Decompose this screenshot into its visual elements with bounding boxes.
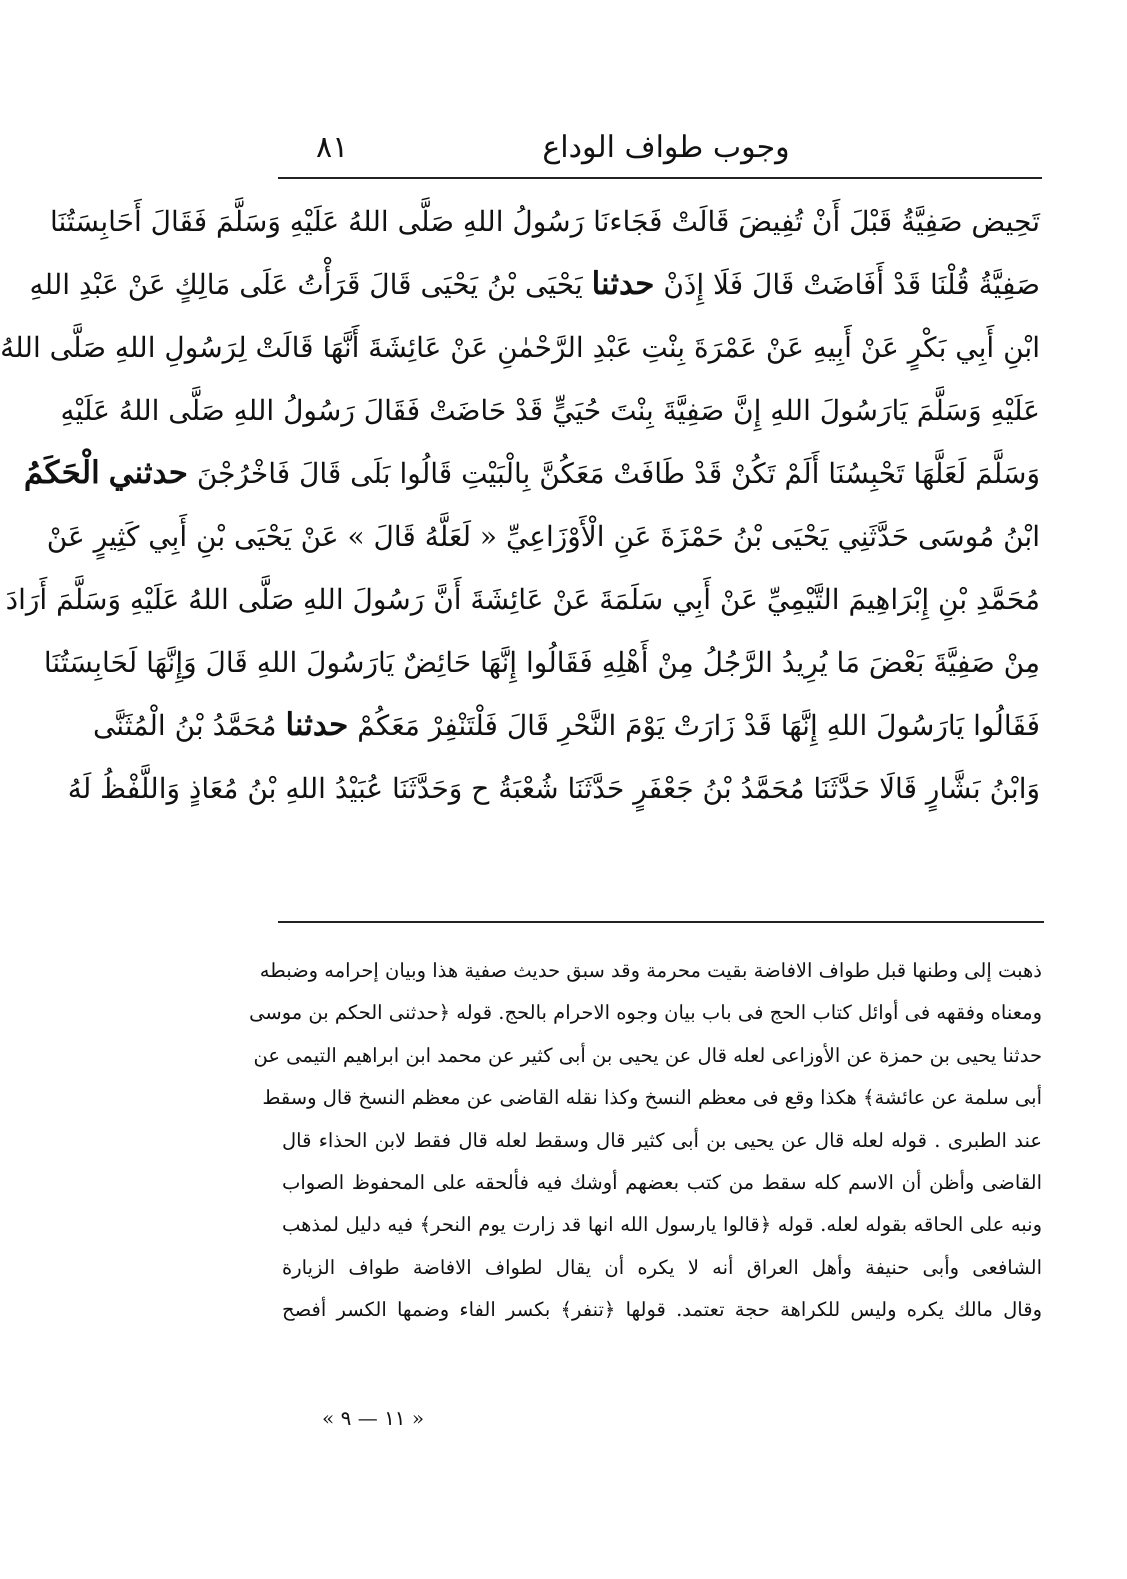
text-line: ابْنِ أَبِي بَكْرٍ عَنْ أَبِيهِ عَنْ عَمْرَةَ بِنْتِ عَبْدِ الرَّحْمٰنِ عَنْ عَائِشَةَ أَنَّهَا قَالَتْ لِرَسُولِ اللهِ صَلَّى اللهُ [0,331,1040,364]
commentary-line: القاضى وأظن أن الاسم كله سقط من كتب بعضهم أوشك فيه فألحقه على المحفوظ الصواب [282,1170,1042,1194]
commentary-line: ومعناه وفقهه فى أوائل كتاب الحج فى باب بيان وجوه الاحرام بالحج. قوله ﴿حدثنى الحكم بن موسى [249,1001,1042,1025]
commentary-line: حدثنا يحيى بن حمزة عن الأوزاعى لعله قال عن يحيى بن أبى كثير عن محمد ابن ابراهيم التيمى عن [253,1043,1042,1067]
narrator-name: الْحَكَمُ [23,455,100,491]
commentary-line: ونبه على الحاقه بقوله لعله. قوله ﴿قالوا يارسول الله انها قد زارت يوم النحر﴾ فيه دليل لمذهب [282,1213,1042,1237]
text-line: عَلَيْهِ وَسَلَّمَ يَارَسُولَ اللهِ إِنَّ صَفِيَّةَ بِنْتَ حُيَيٍّ قَدْ حَاضَتْ فَقَالَ رَسُولُ اللهِ صَلَّى اللهُ عَلَيْهِ [60,394,1040,427]
text-line: ابْنُ مُوسَى حَدَّثَنِي يَحْيَى بْنُ حَمْزَةَ عَنِ الْأَوْزَاعِيِّ « لَعَلَّهُ قَالَ » عَنْ يَحْيَى بْنِ أَبِي كَثِيرٍ عَنْ [46,520,1040,553]
header-rule [278,177,1042,179]
hadith-marker: حدثنا [285,707,349,743]
commentary [249,950,1042,1332]
commentary-line: أبى سلمة عن عائشة﴾ هكذا وقع فى معظم النسخ وكذا نقله القاضى عن معظم النسخ قال وسقط [262,1086,1042,1110]
footnote-rule [278,921,1044,923]
text-line: صَفِيَّةُ قُلْنَا قَدْ أَفَاضَتْ قَالَ فَلَا إِذَنْ حدثنا يَحْيَى بْنُ يَحْيَى قَالَ قَرَأْتُ عَلَى مَالِكٍ عَنْ عَبْدِ اللهِ [29,266,1040,302]
text-line: مِنْ صَفِيَّةَ بَعْضَ مَا يُرِيدُ الرَّجُلُ مِنْ أَهْلِهِ فَقَالُوا إِنَّهَا حَائِضٌ يَارَسُولَ اللهِ قَالَ وَإِنَّهَا لَحَابِسَتُنَا [43,646,1040,679]
signature-mark: « ١١ — ٩ » [322,1406,425,1430]
chapter-title: وجوب طواف الوداع [542,130,790,165]
text-line: مُحَمَّدِ بْنِ إِبْرَاهِيمَ التَّيْمِيِّ عَنْ أَبِي سَلَمَةَ عَنْ عَائِشَةَ أَنَّ رَسُولَ اللهِ صَلَّى اللهُ عَلَيْهِ وَسَلَّمَ أَرَادَ [5,583,1040,616]
text-line: وَابْنُ بَشَّارٍ قَالَا حَدَّثَنَا مُحَمَّدُ بْنُ جَعْفَرٍ حَدَّثَنَا شُعْبَةُ ح وَحَدَّثَنَا عُبَيْدُ اللهِ بْنُ مُعَاذٍ وَاللَّفْظُ لَهُ [67,772,1040,805]
main-text [0,190,1040,820]
commentary-line: عند الطبرى . قوله لعله قال عن يحيى بن أبى كثير قال وسقط لعله قال فقط لابن الحذاء قال [282,1128,1042,1152]
commentary-line: وقال مالك يكره وليس للكراهة حجة تعتمد. قولها ﴿تنفر﴾ بكسر الفاء وضمها الكسر أفصح [282,1298,1042,1322]
hadith-marker: حدثني [108,455,188,491]
running-header [290,128,1042,168]
commentary-line: الشافعى وأبى حنيفة وأهل العراق أنه لا يكره أن يقال لطواف الافاضة طواف الزيارة [282,1255,1042,1279]
commentary-line: ذهبت إلى وطنها قبل طواف الافاضة بقيت محرمة وقد سبق حديث صفية هذا وبيان إحرامه وضبطه [259,959,1042,982]
hadith-marker: حدثنا [591,266,655,302]
text-line: تَحِيض صَفِيَّةُ قَبْلَ أَنْ تُفِيضَ قَالَتْ فَجَاءنَا رَسُولُ اللهِ صَلَّى اللهُ عَلَيْهِ وَسَلَّمَ فَقَالَ أَحَابِسَتُنَا [49,205,1040,238]
text-line: وَسَلَّمَ لَعَلَّهَا تَحْبِسُنَا أَلَمْ تَكُنْ قَدْ طَافَتْ مَعَكُنَّ بِالْبَيْتِ قَالُوا بَلَى قَالَ فَاخْرُجْنَ حدثني الْحَكَمُ [23,455,1040,491]
page-number: ٨١ [316,130,349,165]
text-line: فَقَالُوا يَارَسُولَ اللهِ إِنَّهَا قَدْ زَارَتْ يَوْمَ النَّحْرِ قَالَ فَلْتَنْفِرْ مَعَكُمْ حدثنا مُحَمَّدُ بْنُ الْمُثَنَّى [92,707,1040,743]
